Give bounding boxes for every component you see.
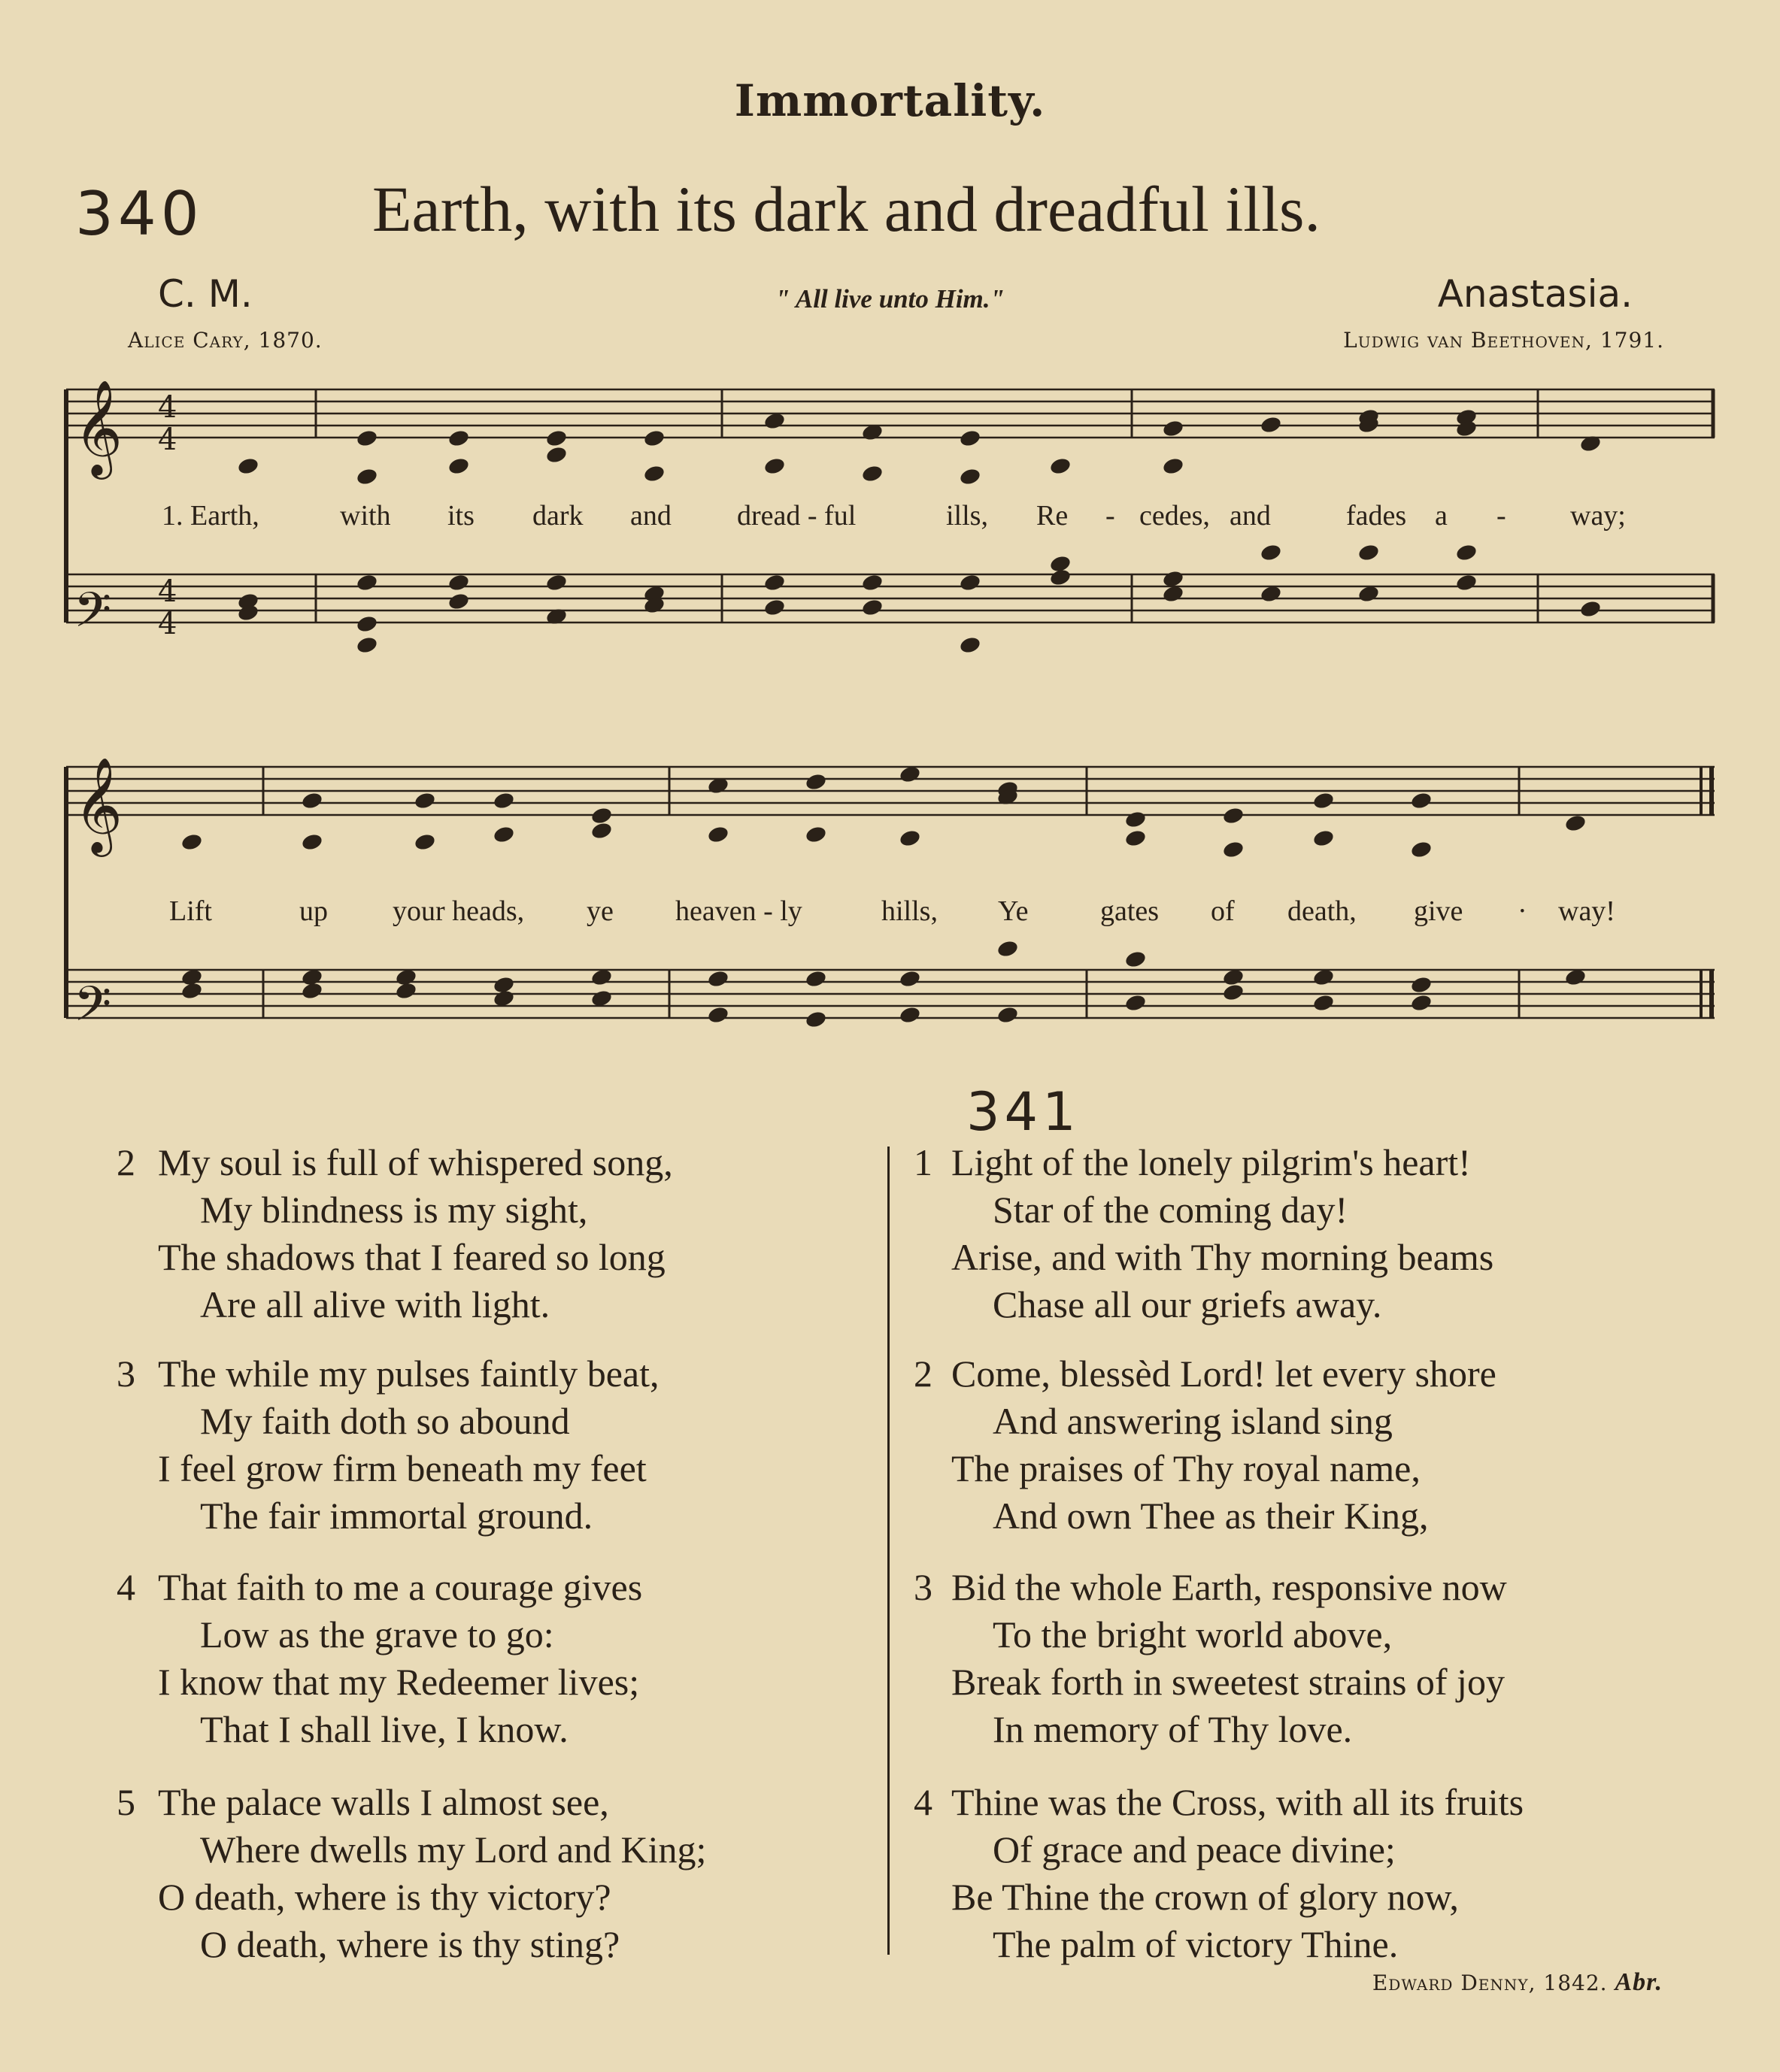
verse-line: O death, where is thy victory? <box>158 1876 611 1918</box>
tune-name: Anastasia. <box>1437 272 1633 316</box>
lyric-syllable: - <box>1105 500 1115 532</box>
lyric-syllable: ye <box>587 895 614 927</box>
lyric-syllable: and <box>1230 500 1271 532</box>
verse-line: Low as the grave to go: <box>200 1613 554 1655</box>
lyric-syllable: fades <box>1346 500 1407 532</box>
verse-line: Arise, and with Thy morning beams <box>951 1236 1494 1278</box>
lyric-syllable: your heads, <box>393 895 525 927</box>
attribution <box>1372 1968 1663 1997</box>
verse-line: And own Thee as their King, <box>993 1495 1429 1537</box>
lyric-syllable: cedes, <box>1139 500 1210 532</box>
stanza-number: 1 <box>914 1141 932 1183</box>
clef-symbol: 4 <box>158 574 177 609</box>
scripture-tag: " All live unto Him." <box>775 284 1005 314</box>
lyric-syllable: 1. Earth, <box>162 500 259 532</box>
verse-line: That I shall live, I know. <box>200 1708 569 1750</box>
verse-line: The fair immortal ground. <box>200 1495 593 1537</box>
lyric-syllable: - <box>1496 500 1506 532</box>
stanza-number: 5 <box>117 1781 135 1823</box>
lyric-syllable: way! <box>1558 895 1615 927</box>
verse-line: Are all alive with light. <box>200 1283 550 1325</box>
hymn-number: 340 <box>75 179 204 249</box>
verse-line: Of grace and peace divine; <box>993 1828 1396 1871</box>
stanza-number: 3 <box>117 1353 135 1395</box>
lyric-syllable: its <box>447 500 475 532</box>
verse-line: The praises of Thy royal name, <box>951 1447 1421 1489</box>
verse-line: Light of the lonely pilgrim's heart! <box>951 1141 1471 1183</box>
verse-line: My blindness is my sight, <box>200 1189 588 1231</box>
clef-symbol: 4 <box>158 607 177 641</box>
clef-symbol: 𝄢 <box>74 977 112 1044</box>
section-title: Immortality. <box>734 75 1046 126</box>
lyric-syllable: death, <box>1287 895 1357 927</box>
verse-line: Chase all our griefs away. <box>993 1283 1382 1325</box>
lyric-syllable: Ye <box>998 895 1029 927</box>
verse-line: And answering island sing <box>993 1400 1393 1442</box>
verse-line: My soul is full of whispered song, <box>158 1141 673 1183</box>
verse-line: To the bright world above, <box>993 1613 1393 1655</box>
hymn-341-number: 341 <box>966 1081 1081 1143</box>
verse-line: In memory of Thy love. <box>993 1708 1353 1750</box>
clef-symbol: 4 <box>158 390 177 425</box>
verse-line: That faith to me a courage gives <box>158 1566 643 1608</box>
verse-line: The palm of victory Thine. <box>993 1923 1399 1965</box>
verse-line: Star of the coming day! <box>993 1189 1348 1231</box>
verse-line: Bid the whole Earth, responsive now <box>951 1566 1507 1608</box>
verse-line: Thine was the Cross, with all its fruits <box>951 1781 1524 1823</box>
lyric-syllable: with <box>340 500 391 532</box>
author-credit: Alice Cary, 1870. <box>128 328 323 353</box>
verse-line: I feel grow firm beneath my feet <box>158 1447 647 1489</box>
lyric-syllable: heaven - ly <box>675 895 802 927</box>
lyric-syllable: hills, <box>881 895 938 927</box>
clef-symbol: 𝄞 <box>74 756 123 853</box>
lyric-syllable: · <box>1518 895 1527 927</box>
verse-line: Come, blessèd Lord! let every shore <box>951 1353 1496 1395</box>
stanza-number: 2 <box>117 1141 135 1183</box>
lyric-syllable: give <box>1414 895 1463 927</box>
lyric-syllable: gates <box>1100 895 1160 927</box>
lyric-syllable: way; <box>1570 500 1626 532</box>
verse-line: The palace walls I almost see, <box>158 1781 609 1823</box>
verse-line: Where dwells my Lord and King; <box>200 1828 707 1871</box>
attribution-name: Edward Denny, 1842. <box>1372 1971 1608 1995</box>
clef-symbol: 4 <box>158 423 177 457</box>
verse-line: The shadows that I feared so long <box>158 1236 666 1278</box>
lyric-syllable: dread - ful <box>737 500 857 532</box>
stanza-number: 4 <box>914 1781 932 1823</box>
lyric-syllable: of <box>1211 895 1235 927</box>
clef-symbol: 𝄢 <box>74 583 112 650</box>
lyric-syllable: ills, <box>946 500 988 532</box>
stanza-number: 2 <box>914 1353 932 1395</box>
stanza-number: 4 <box>117 1566 135 1608</box>
lyric-syllable: Lift <box>169 895 212 927</box>
stanza-number: 3 <box>914 1566 932 1608</box>
verse-line: O death, where is thy sting? <box>200 1923 620 1965</box>
lyric-syllable: and <box>630 500 672 532</box>
verse-line: My faith doth so abound <box>200 1400 570 1442</box>
verse-line: I know that my Redeemer lives; <box>158 1661 640 1703</box>
attribution-abr: Abr. <box>1615 1968 1663 1996</box>
meter-label: C. M. <box>158 272 253 316</box>
verse-line: Be Thine the crown of glory now, <box>951 1876 1459 1918</box>
lyric-syllable: dark <box>532 500 584 532</box>
lyric-syllable: a <box>1435 500 1448 532</box>
hymn-title: Earth, with its dark and dreadful ills. <box>372 173 1321 245</box>
clef-symbol: 𝄞 <box>74 379 123 475</box>
lyric-syllable: up <box>299 895 328 927</box>
composer-credit: Ludwig van Beethoven, 1791. <box>1343 328 1664 353</box>
verse-line: The while my pulses faintly beat, <box>158 1353 660 1395</box>
lyric-syllable: Re <box>1036 500 1069 532</box>
verse-line: Break forth in sweetest strains of joy <box>951 1661 1505 1703</box>
